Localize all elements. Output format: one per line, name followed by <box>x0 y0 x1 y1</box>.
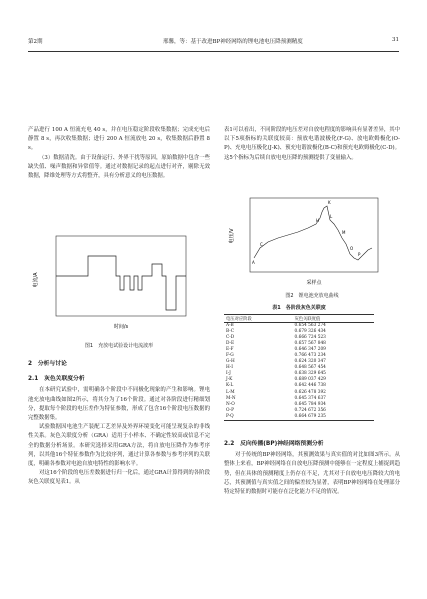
figure2-xlabel: 采样点 <box>306 280 322 286</box>
table-cell: 0.645 784 934 <box>294 401 326 407</box>
paragraph: 对这16个阶段的电压差数据进行归一化后，通过GRA计算得到的各阶段灰色关联度见表1。从 <box>28 470 210 486</box>
gray-relational-table <box>224 314 374 421</box>
issue-number: 第2期 <box>28 39 43 45</box>
table-cell: 0.664 679 235 <box>292 414 374 421</box>
paragraph: 在本研究试验中，需明确各个阶段中不同极化现象的产生和影响。锂电池充放电曲线如图2所示，将其分为了16个阶段。通过对各阶段进行精细划分，提取每个阶段的电压差作为特征参数，形成了包含16个阶段电压数据的完整数据集。 <box>28 387 210 422</box>
table-cell: 0.642 446 738 <box>294 383 326 389</box>
svg-text:P: P <box>358 252 361 257</box>
svg-text:A: A <box>252 260 255 265</box>
paragraph: 表1可以看出，不同阶段的电压差对自放电程度的影响具有显著差异，其中以下5项指标的关联度较高：预放电谐波极化(F-G)、放电欧姆极化(O-P)、充电电压极化(J-K)、预充电谐波极化(B-C)和预充电欧姆极化(C-D)。这5个指标为后续自放电电压降的预测提供了变量输入。 <box>224 127 401 161</box>
left-column-top <box>28 126 210 181</box>
current-waveform-plot <box>28 228 210 334</box>
table1-title: 表1 各阶段灰色关联度 <box>272 305 326 311</box>
right-column-bottom <box>224 440 400 497</box>
paragraph: 产品进行 100 A 恒流充电 40 s，并在电压稳定阶段收集数据；完成充电后静置 8 s，再次收集数据；进行 200 A 恒流放电 20 s，收集数据后静置 8 s。 <box>28 127 210 152</box>
figure1-ylabel: 电流/A <box>33 272 39 288</box>
charge-discharge-curve-plot <box>224 194 400 288</box>
table-cell: 0.624 320 347 <box>294 359 326 365</box>
table-cell: 0.766 473 234 <box>294 353 326 359</box>
paragraph: 试验数据因电池生产装配工艺差异及外界环境变化可能呈现复杂的非线性关系。灰色关联度分析（GRA）适用于小样本、不确定性较高或信息不完全的数据分析场景。本研究选择采用GRA方法，将自放电压降作为参考序列，以其他16个特征参数作为比较序列，通过计算各参数与参考序列的关联度，明确各参数对电池自放电特性的影响水平。 <box>28 424 210 468</box>
table-cell: N-O <box>226 401 235 407</box>
table-cell: 0.626 478 392 <box>294 389 326 395</box>
svg-text:C: C <box>260 242 263 247</box>
table-cell: F-G <box>226 353 234 359</box>
table-cell: 0.654 563 274 <box>294 323 326 328</box>
table-cell: C-D <box>226 335 235 341</box>
table-cell: D-E <box>226 341 235 347</box>
figure-2 <box>224 194 400 300</box>
table-cell: O-P <box>226 407 235 413</box>
svg-text:K: K <box>328 200 331 205</box>
table-cell: 0.679 326 434 <box>294 329 326 335</box>
section-2-1-title: 2.1 灰色关联度分析 <box>28 376 85 383</box>
paragraph: （3）数据清洗。由于设备运行、外界干扰等原因，原始数据中包含一些缺失值、噪声数据和异常值等。通过对数据记录的起点进行对齐，剔除无效数据，降维处理等方式将整齐，具有分析意义的电压数据。 <box>28 154 210 180</box>
paragraph: 对于传统的BP神经网络，其预测效果与真实值的对比如图3所示。从整体上来看，BP神经网络在自放电压降预测中能够在一定程度上捕捉到趋势，但在具体的预测精度上仍存在不足，尤其对于自放电电压降较大的电芯，其预测值与真实值之间的偏差较为显著，表明BP神经网络在处理部分特定特征的数据时可能存在泛化能力不足的情况。 <box>224 452 400 496</box>
table-cell: A-B <box>226 323 234 328</box>
table-cell: K-L <box>226 383 234 389</box>
table-cell: B-C <box>226 329 234 335</box>
section-2-title: 2 分析与讨论 <box>28 361 67 367</box>
left-column-bottom <box>28 360 210 488</box>
figure2-ylabel: 电压/V <box>229 228 235 244</box>
table-cell: 0.689 037 429 <box>294 377 326 383</box>
table-cell: 0.648 567 454 <box>294 365 326 371</box>
table-cell: 0.657 567 848 <box>294 341 326 347</box>
figure2-caption: 图2 锂电池充放电曲线 <box>285 293 339 299</box>
figure1-caption: 图1 充放电试验设计电流波形 <box>84 343 154 349</box>
plot-frame <box>250 198 378 272</box>
table-cell: 0.638 329 645 <box>294 371 326 377</box>
voltage-curve-line <box>254 206 372 260</box>
table-cell: J-K <box>226 377 233 383</box>
table-cell: L-M <box>226 389 235 395</box>
page-number: 31 <box>392 37 399 43</box>
table-cell: P-Q <box>224 414 292 421</box>
svg-text:O: O <box>350 246 354 251</box>
table-cell: H-I <box>226 365 233 371</box>
svg-text:H: H <box>316 218 320 223</box>
table-cell: 0.724 672 356 <box>294 407 326 413</box>
table-cell: M-N <box>226 395 236 401</box>
table-cell: 0.645 374 637 <box>294 395 326 401</box>
stage-labels <box>252 200 361 265</box>
figure1-xlabel: 时间/s <box>113 324 129 330</box>
running-title: 邢馨，等：基于改进BP神经网络的锂电池电压降预测精度 <box>163 39 303 45</box>
svg-text:L: L <box>330 214 333 219</box>
table-cell: E-F <box>226 347 234 353</box>
svg-text:M: M <box>342 230 346 235</box>
table-header: 灰色关联度值 <box>292 315 374 323</box>
page-header <box>28 37 399 49</box>
table-header-row <box>224 315 374 323</box>
section-2-2-title: 2.2 反向传播(BP)神经网络预测分析 <box>224 441 324 447</box>
current-waveform-line <box>56 256 186 310</box>
header-rule <box>28 51 399 52</box>
table-row <box>224 414 374 421</box>
figure-1 <box>28 228 210 349</box>
table-header: 电压对应阶段 <box>224 315 292 323</box>
table-cell: G-H <box>226 359 235 365</box>
table-cell: 0.666 724 523 <box>294 335 326 341</box>
table-cell: I-J <box>226 371 231 377</box>
right-column-top <box>224 126 400 163</box>
table-cell: 0.646 347 209 <box>294 347 326 353</box>
